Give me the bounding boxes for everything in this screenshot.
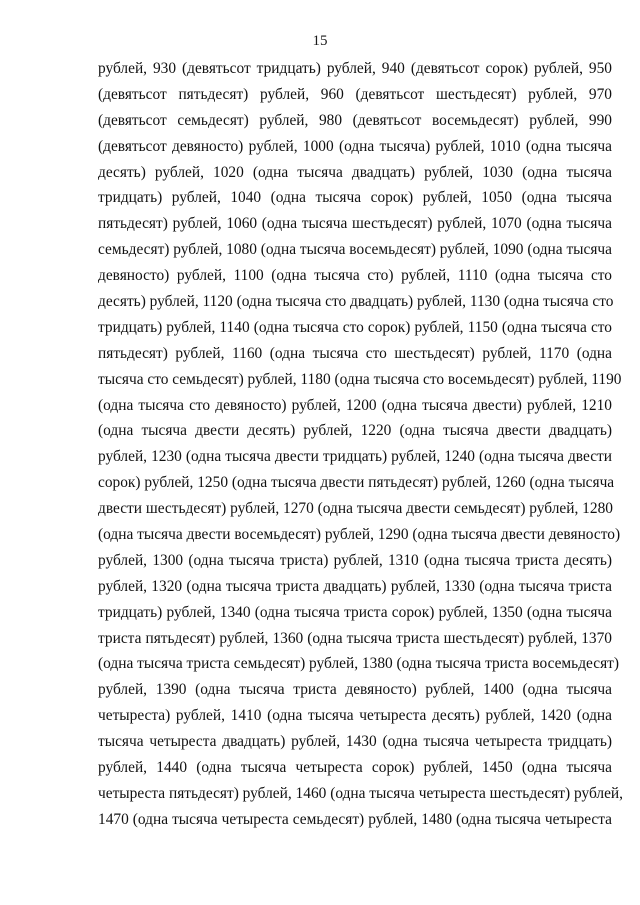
text-line: четыреста пятьдесят) рублей, 1460 (одна тысяча четыреста шестьдесят) рублей, [98,784,624,802]
text-line: (девятьсот семьдесят) рублей, 980 (девятьсот восемьдесят) рублей, 990 [98,111,612,129]
text-line: пятьдесят) рублей, 1160 (одна тысяча сто шестьдесят) рублей, 1170 (одна [98,344,612,362]
page-number: 15 [312,33,328,49]
body-text [98,56,624,833]
text-line: тридцать) рублей, 1340 (одна тысяча триста сорок) рублей, 1350 (одна тысяча [98,603,612,621]
text-line: тысяча четыреста двадцать) рублей, 1430 (одна тысяча четыреста тридцать) [98,733,612,751]
text-line: тридцать) рублей, 1140 (одна тысяча сто сорок) рублей, 1150 (одна тысяча сто [98,318,612,336]
text-line: семьдесят) рублей, 1080 (одна тысяча восемьдесят) рублей, 1090 (одна тысяча [98,241,612,259]
text-line: (одна тысяча триста семьдесят) рублей, 1380 (одна тысяча триста восемьдесят) [98,655,619,673]
text-line: рублей, 1440 (одна тысяча четыреста сорок) рублей, 1450 (одна тысяча [98,759,612,777]
text-line: десять) рублей, 1020 (одна тысяча двадцать) рублей, 1030 (одна тысяча [98,163,612,181]
text-line: тридцать) рублей, 1040 (одна тысяча сорок) рублей, 1050 (одна тысяча [98,189,612,207]
text-line: (одна тысяча двести десять) рублей, 1220 (одна тысяча двести двадцать) [98,422,612,440]
text-line: рублей, 1230 (одна тысяча двести тридцать) рублей, 1240 (одна тысяча двести [98,448,612,466]
text-line: пятьдесят) рублей, 1060 (одна тысяча шестьдесят) рублей, 1070 (одна тысяча [98,215,612,233]
text-line: 1470 (одна тысяча четыреста семьдесят) рублей, 1480 (одна тысяча четыреста [98,810,612,828]
text-line: триста пятьдесят) рублей, 1360 (одна тысяча триста шестьдесят) рублей, 1370 [98,629,612,647]
text-line: рублей, 1320 (одна тысяча триста двадцать) рублей, 1330 (одна тысяча триста [98,577,612,595]
text-line: рублей, 1300 (одна тысяча триста) рублей, 1310 (одна тысяча триста десять) [98,551,612,569]
text-line: девяносто) рублей, 1100 (одна тысяча сто) рублей, 1110 (одна тысяча сто [98,267,612,285]
text-line: сорок) рублей, 1250 (одна тысяча двести пятьдесят) рублей, 1260 (одна тысяча [98,474,615,492]
text-line: четыреста) рублей, 1410 (одна тысяча четыреста десять) рублей, 1420 (одна [98,707,612,725]
text-line: (девятьсот пятьдесят) рублей, 960 (девятьсот шестьдесят) рублей, 970 [98,85,612,103]
text-line: двести шестьдесят) рублей, 1270 (одна тысяча двести семьдесят) рублей, 1280 [98,500,613,518]
text-line: тысяча сто семьдесят) рублей, 1180 (одна тысяча сто восемьдесят) рублей, 1190 [98,370,622,388]
text-line: рублей, 1390 (одна тысяча триста девяносто) рублей, 1400 (одна тысяча [98,681,612,699]
text-line: (одна тысяча сто девяносто) рублей, 1200 (одна тысяча двести) рублей, 1210 [98,396,612,414]
text-line: десять) рублей, 1120 (одна тысяча сто двадцать) рублей, 1130 (одна тысяча сто [98,293,614,311]
text-line: (одна тысяча двести восемьдесят) рублей, 1290 (одна тысяча двести девяносто) [98,526,621,544]
text-line: рублей, 930 (девятьсот тридцать) рублей, 940 (девятьсот сорок) рублей, 950 [98,60,612,77]
text-line: (девятьсот девяносто) рублей, 1000 (одна тысяча) рублей, 1010 (одна тысяча [98,137,612,155]
